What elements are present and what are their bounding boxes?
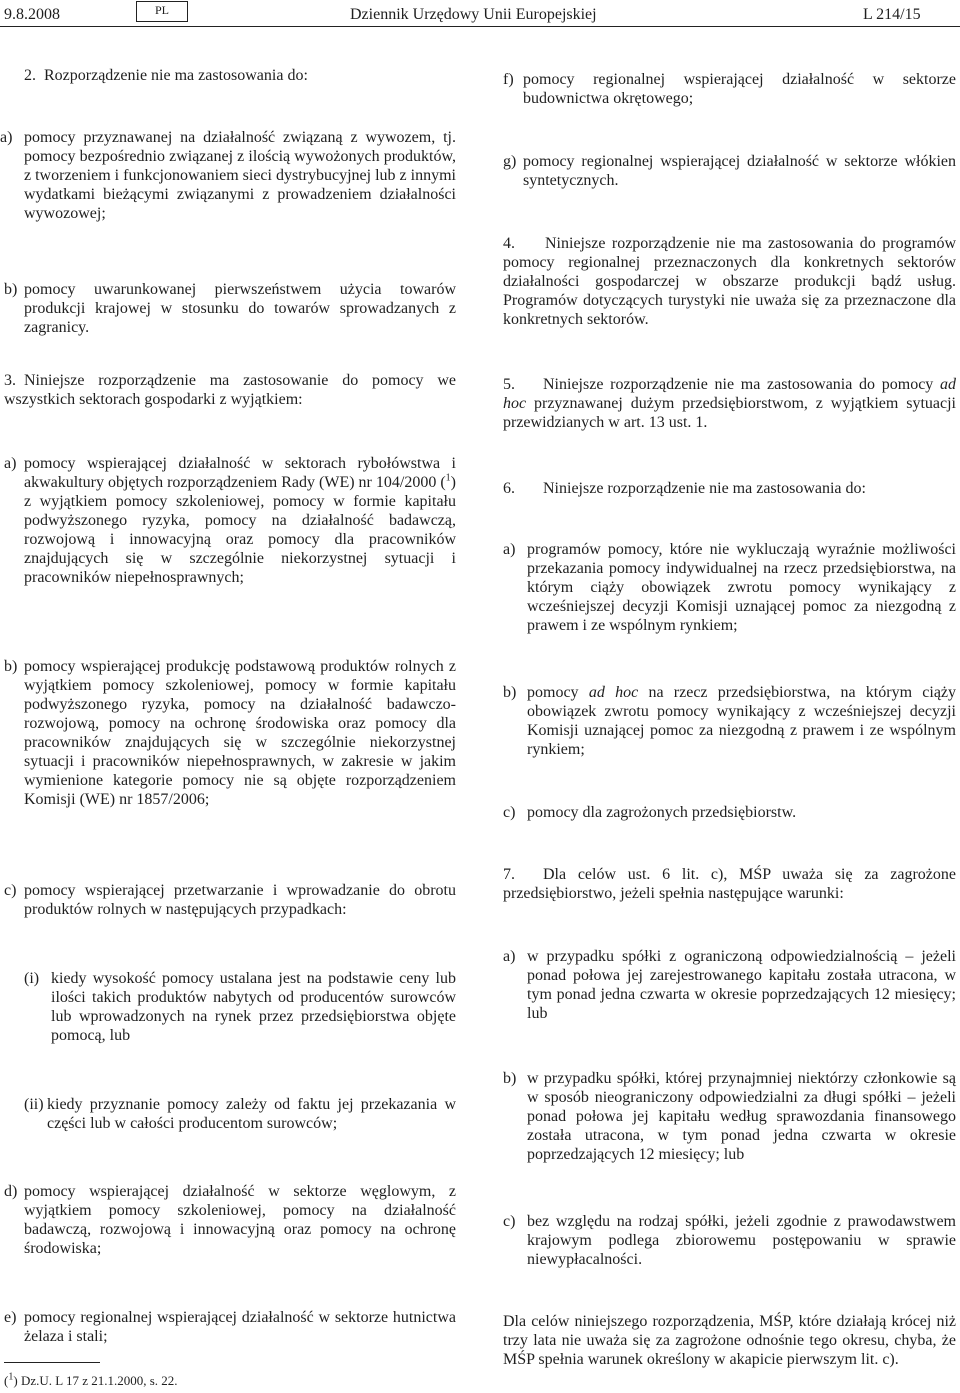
list-label: f) (503, 71, 514, 88)
list-label: c) (503, 804, 516, 821)
list-item-3g (503, 152, 956, 190)
paragraph-7-closing: Dla celów niniejszego rozporządzenia, MŚP, które działają krócej niż trzy lata nie uważa się za zagrożone odnośnie tego okresu, chyba, że MŚP spełnia warunek określony w akapicie pierwszym lit. c). (503, 1313, 956, 1368)
italic-term: ad hoc (588, 684, 639, 701)
text-part: pomocy (527, 684, 579, 701)
list-label: e) (4, 1309, 17, 1326)
list-text: kiedy wysokość pomocy ustalana jest na podstawie ceny lub ilości takich produktów nabytych od producentów surowców lub wprowadzonych na rynek przez przedsiębiorstwa objęte pomocą, lub (51, 970, 456, 1044)
list-text (527, 683, 956, 759)
language-badge: PL (136, 1, 188, 22)
paragraph-2 (24, 66, 456, 85)
list-item-7b (503, 1069, 956, 1164)
list-item-2b (4, 280, 456, 337)
paragraph-6 (503, 479, 956, 498)
list-item-3b (4, 657, 456, 809)
list-item-2a (0, 128, 456, 223)
list-label: b) (503, 1070, 517, 1087)
list-item-6b (503, 683, 956, 759)
list-item-3d (4, 1182, 456, 1258)
list-text: programów pomocy, które nie wykluczają wyraźnie możliwości przekazania pomocy indywidualnej na rzecz przedsiębiorstwa, na którym ciąży obowiązek zwrotu pomocy wynikający z wcześniejszej decyzji Komisji uznającej pomoc za niezgodną z prawem i ze wspólnym rynkiem; (527, 541, 956, 634)
list-label: a) (503, 541, 516, 558)
list-item-6a (503, 540, 956, 635)
list-text: pomocy wspierającej produkcję podstawową produktów rolnych z wyjątkiem pomocy szkoleniowej, pomocy w formie kapitału podwyższonego ryzyka, pomocy na działalność badawczo-rozwojową, pomocy na ochronę środowiska oraz pomocy dla pracowników znajdujących się w szczególnie niekorzystnej sytuacji i pracowników niepełnosprawnych, w zakresie w jakim wymienione kategorie pomocy nie są objęte rozporządzeniem Komisji (WE) nr 1857/2006; (24, 658, 456, 808)
paragraph-5 (503, 375, 956, 432)
text-part: ) z wyjątkiem pomocy szkoleniowej, pomocy w formie kapitału podwyższonego ryzyka, pomocy na działalność badawczą, rozwojową i innowacyjną oraz pomocy dla pracowników znajdujących się w szczególnie niekorzystnej sytuacji i pracowników niepełnosprawnych; (24, 474, 456, 586)
list-label: b) (4, 658, 18, 675)
paragraph-text: Rozporządzenie nie ma zastosowania do: (44, 67, 308, 84)
paragraph-number: 4. (503, 235, 515, 252)
list-item-3f (503, 70, 956, 108)
list-text: pomocy regionalnej wspierającej działalność w sektorze włókien syntetycznych. (523, 153, 956, 189)
paragraph-text: Niniejsze rozporządzenie nie ma zastosowania do programów pomocy regionalnej przeznaczonych dla konkretnych sektorów działalności gospodarczej w obszarze produkcji bądź usług. Programów dotyczących turystyki nie uważa się za przeznaczone dla konkretnych sektorów. (503, 235, 956, 328)
paragraph-text: Niniejsze rozporządzenie nie ma zastosowania do pomocy (543, 376, 934, 393)
paragraph-number: 2. (24, 67, 36, 84)
list-label: b) (4, 281, 18, 298)
paragraph-7 (503, 865, 956, 903)
list-text: pomocy wspierającej działalność w sektorze węglowym, z wyjątkiem pomocy szkoleniowej, pomocy na działalność badawczą, rozwojową i innowacyjną oraz pomocy na ochronę środowiska; (24, 1183, 456, 1257)
list-text (24, 454, 456, 587)
footnote-marker: 1 (8, 1371, 14, 1383)
paragraph-number: 3. (4, 372, 16, 389)
paragraph-3 (4, 371, 456, 409)
paragraph-number: 6. (503, 480, 515, 497)
list-label: (i) (24, 970, 40, 987)
footnote: ($^1$) Dz.U. L 17 z 21.1.2000, s. 22. (4, 1371, 178, 1388)
list-text: pomocy uwarunkowanej pierwszeństwem użycia towarów produkcji krajowej w stosunku do towarów sprowadzanych z zagranicy. (24, 281, 456, 336)
list-label: b) (503, 684, 517, 701)
list-item-3a (4, 454, 456, 587)
page-reference: L 214/15 (863, 6, 921, 23)
italic-term: ad hoc (503, 376, 956, 412)
paragraph-text: Dla celów ust. 6 lit. c), MŚP uważa się za zagrożone przedsiębiorstwo, jeżeli spełnia następujące warunki: (503, 866, 956, 902)
paragraph-number: 7. (503, 866, 515, 883)
list-text: pomocy dla zagrożonych przedsiębiorstw. (527, 804, 797, 821)
list-label: a) (503, 948, 516, 965)
footnote-text: Dz.U. L 17 z 21.1.2000, s. 22. (20, 1373, 178, 1388)
list-label: c) (4, 882, 17, 899)
footnote-ref: 1 (445, 472, 451, 484)
list-text: w przypadku spółki, której przynajmniej niektórzy członkowie są w sposób nieograniczony odpowiedzialni za długi spółki – jeżeli ponad połowa jej kapitału według sprawozdania finansowego została utracona, w tym ponad jedna czwarta w okresie poprzedzających 12 miesięcy; lub (527, 1070, 956, 1163)
list-text: pomocy regionalnej wspierającej działalność w sektorze hutnictwa żelaza i stali; (24, 1309, 456, 1345)
list-item-6c (503, 803, 956, 822)
list-text: bez względu na rodzaj spółki, jeżeli zgodnie z prawodawstwem krajowym podlega zbiorowemu postępowaniu w sprawie niewypłacalności. (527, 1213, 956, 1268)
paragraph-4 (503, 234, 956, 329)
list-label: g) (503, 153, 517, 170)
journal-title: Dziennik Urzędowy Unii Europejskiej (350, 6, 597, 23)
list-label: a) (4, 455, 17, 472)
paragraph-text: Niniejsze rozporządzenie nie ma zastosowania do: (543, 480, 866, 497)
list-item-7a (503, 947, 956, 1023)
list-item-3e (4, 1308, 456, 1346)
list-text: pomocy regionalnej wspierającej działalność w sektorze budownictwa okrętowego; (523, 71, 956, 107)
paragraph-number: 5. (503, 376, 515, 393)
list-label: c) (503, 1213, 516, 1230)
list-label: a) (0, 129, 13, 146)
list-text: w przypadku spółki z ograniczoną odpowiedzialnością – jeżeli ponad połowa jej zarejestrowanego kapitału została utracona, w tym ponad jedna czwarta w okresie poprzedzających 12 miesięcy; lub (527, 948, 956, 1022)
list-label: (ii) (24, 1096, 44, 1113)
text-part: pomocy wspierającej działalność w sektorach rybołówstwa i akwakultury objętych rozporządzeniem Rady (WE) nr 104/2000 ( (24, 455, 456, 491)
paragraph-text: Niniejsze rozporządzenie ma zastosowanie do pomocy we wszystkich sektorach gospodarki z wyjątkiem: (4, 372, 456, 408)
list-text: kiedy przyznanie pomocy zależy od faktu jej przekazania w części lub w całości producentom surowców; (47, 1096, 456, 1132)
text-part: na rzecz przedsiębiorstwa, na którym ciąży obowiązek zwrotu pomocy wynikający z wcześniejszej decyzji Komisji uznającej pomoc za niezgodną z prawem i ze wspólnym rynkiem; (527, 684, 957, 758)
list-text: pomocy wspierającej przetwarzanie i wprowadzanie do obrotu produktów rolnych w następujących przypadkach: (24, 882, 456, 918)
footnote-rule (4, 1362, 100, 1363)
sub-item-3c-ii (24, 1095, 456, 1133)
publication-date: 9.8.2008 (4, 6, 60, 23)
paragraph-text-cont: przyznawanej dużym przedsiębiorstwom, z wyjątkiem sytuacji przewidzianych w art. 13 ust. 1. (503, 395, 956, 431)
list-text: pomocy przyznawanej na działalność związaną z wywozem, tj. pomocy bezpośrednio związanej z ilością wywożonych produktów, z tworzeniem i funkcjonowaniem sieci dystrybucyjnej lub z innymi wydatkami bieżącymi związanymi z prowadzeniem działalności wywozowej; (24, 129, 456, 222)
header-rule (0, 26, 960, 27)
sub-item-3c-i (24, 969, 456, 1045)
list-label: d) (4, 1183, 18, 1200)
list-item-3c (4, 881, 456, 919)
list-item-7c (503, 1212, 956, 1269)
